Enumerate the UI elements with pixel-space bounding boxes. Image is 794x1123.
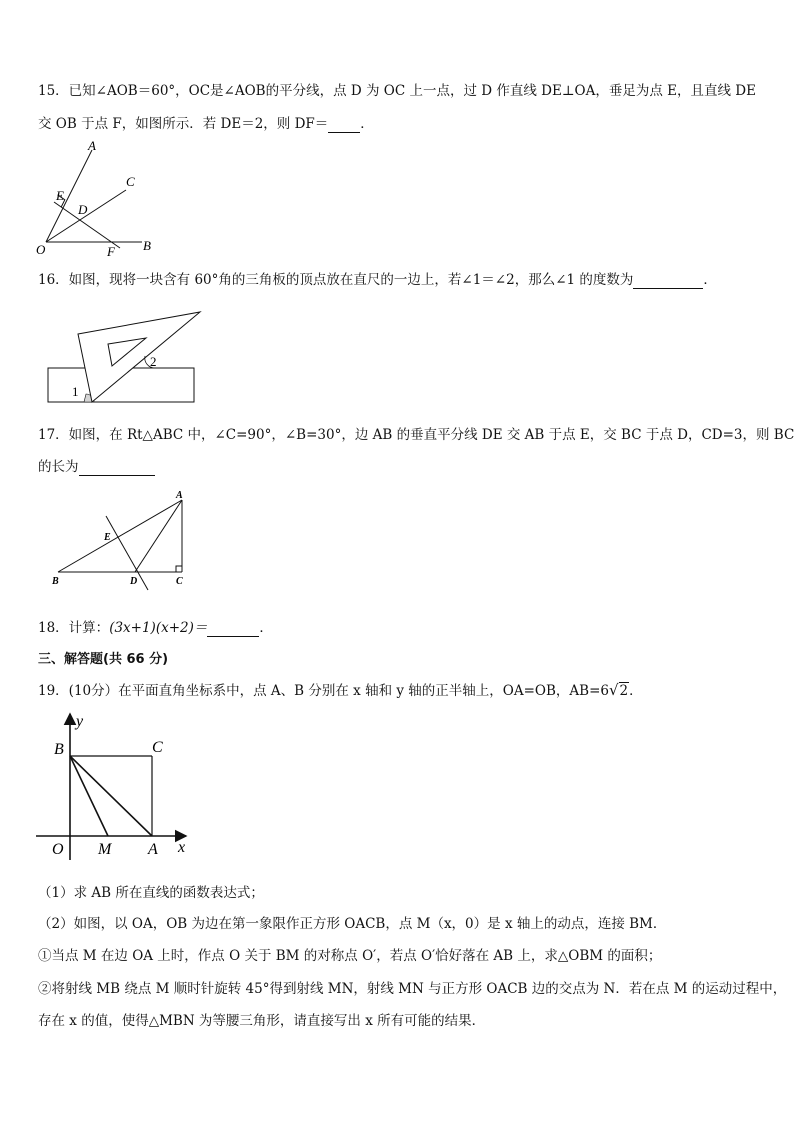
q19-stem — [38, 681, 643, 700]
q19-label-x: x — [178, 839, 186, 856]
q18-expression: (3x+1)(x+2)＝ — [109, 620, 208, 636]
angle1-label: 1 — [72, 384, 79, 399]
q16-figure — [44, 306, 204, 406]
q15-end: ． — [360, 116, 374, 132]
q15-label-E: E — [56, 188, 64, 203]
q15-label-B: B — [143, 238, 151, 253]
q16-answer-blank — [633, 274, 703, 289]
q17-label-D: D — [130, 576, 138, 587]
q17-line1: 17．如图，在 Rt△ABC 中，∠C=90°，∠B=30°，边 AB 的垂直平分线 DE 交 AB 于点 E，交 BC 于点 D，CD=3，则 BC — [38, 427, 794, 443]
q16-end: ． — [703, 272, 717, 288]
q17-line2-text: 的长为 — [38, 459, 79, 475]
q19-label-O: O — [52, 841, 64, 858]
section-title: 三、解答题(共 66 分) — [38, 652, 169, 667]
q16-line — [38, 271, 717, 289]
q19-label-y: y — [76, 713, 84, 730]
q15-label-O: O — [36, 242, 46, 257]
q19-stem-text: 19．(10分）在平面直角坐标系中，点 A、B 分别在 x 轴和 y 轴的正半轴上，OA=OB，AB=6 — [38, 683, 609, 699]
q18-line — [38, 619, 273, 637]
q15-line1: 15．已知∠AOB＝60°，OC是∠AOB的平分线，点 D 为 OC 上一点，过 D 作直线 DE⊥OA，垂足为点 E，且直线 DE — [38, 83, 756, 99]
q19-label-M: M — [98, 841, 112, 858]
q15-line2 — [38, 115, 374, 133]
q19-part1: （1）求 AB 所在直线的函数表达式； — [38, 885, 264, 901]
q19-label-A: A — [148, 841, 158, 858]
q17-label-E: E — [104, 532, 111, 543]
q15-figure — [30, 138, 170, 260]
q15-label-F: F — [107, 244, 115, 259]
q19-stem-end: ． — [629, 683, 643, 699]
q15-label-D: D — [78, 202, 88, 217]
q17-label-B: B — [52, 576, 59, 587]
q17-answer-blank — [79, 461, 155, 476]
q19-part2-item2-cont: 存在 x 的值，使得△MBN 为等腰三角形，请直接写出 x 所有可能的结果． — [38, 1013, 486, 1029]
q18-end: ． — [259, 620, 273, 636]
sqrt-symbol: √ — [608, 681, 619, 699]
q17-label-C: C — [176, 576, 183, 587]
q18-answer-blank — [207, 622, 259, 637]
q16-text: 16．如图，现将一块含有 60°角的三角板的顶点放在直尺的一边上，若∠1＝∠2，那么∠1 的度数为 — [38, 272, 634, 288]
q15-label-C: C — [126, 174, 135, 189]
q15-line2-text: 交 OB 于点 F，如图所示．若 DE＝2，则 DF＝ — [38, 116, 329, 132]
sqrt-radicand: 2 — [619, 683, 629, 699]
q17-figure — [44, 486, 204, 592]
q19-figure — [36, 712, 206, 862]
q15-answer-blank — [328, 118, 360, 133]
q19-label-B: B — [54, 741, 64, 758]
q19-part2-item1: ①当点 M 在边 OA 上时，作点 O 关于 BM 的对称点 O′，若点 O′恰好落在 AB 上，求△OBM 的面积； — [38, 948, 662, 964]
q15-label-A: A — [88, 138, 96, 153]
angle2-label: 2 — [150, 354, 157, 369]
q17-line2 — [38, 458, 155, 476]
q19-part2: （2）如图，以 OA，OB 为边在第一象限作正方形 OACB，点 M（x，0）是 x 轴上的动点，连接 BM． — [38, 916, 667, 932]
q19-label-C: C — [152, 739, 163, 756]
q18-prefix: 18．计算： — [38, 620, 110, 636]
q19-part2-item2: ②将射线 MB 绕点 M 顺时针旋转 45°得到射线 MN，射线 MN 与正方形 OACB 边的交点为 N．若在点 M 的运动过程中， — [38, 981, 787, 997]
q17-label-A: A — [176, 490, 183, 501]
